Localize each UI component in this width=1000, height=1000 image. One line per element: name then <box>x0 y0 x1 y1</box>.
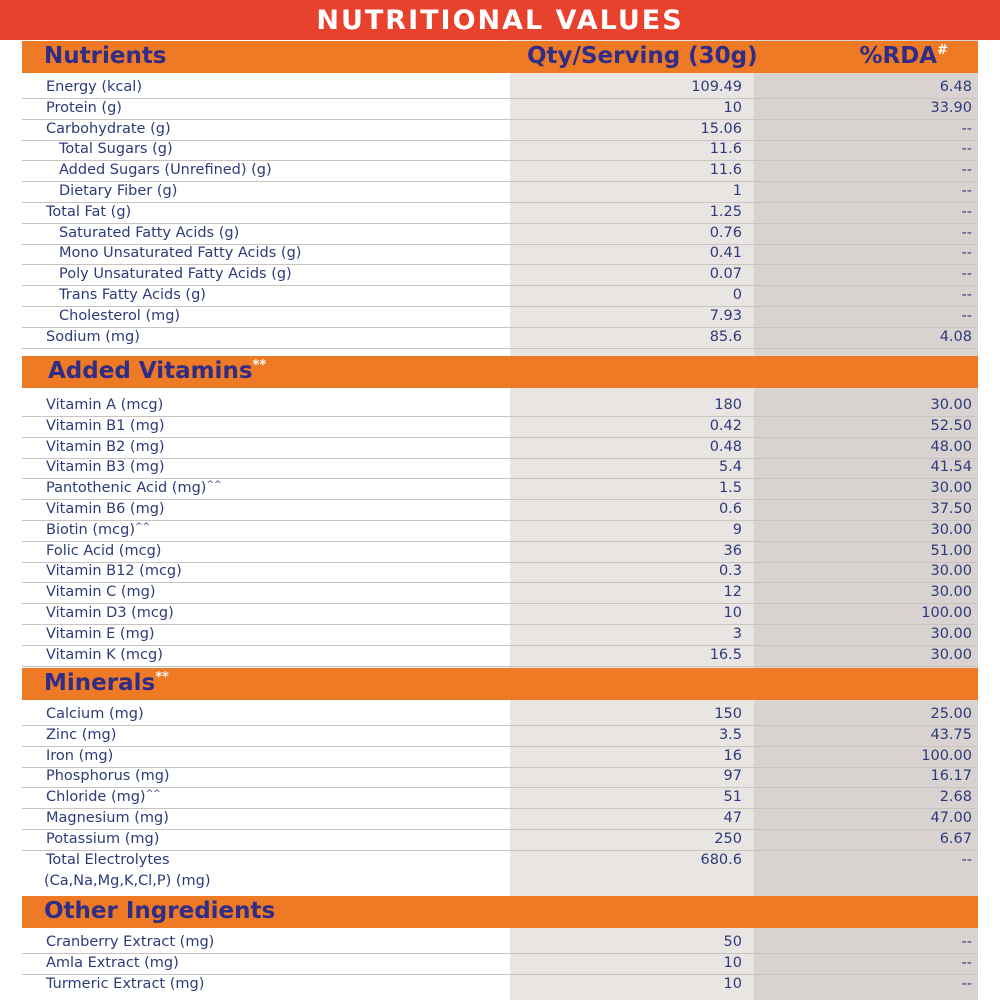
rda-value: 100.00 <box>921 605 972 621</box>
nutrient-label: Energy (kcal) <box>46 79 142 95</box>
qty-value: 109.49 <box>691 79 742 95</box>
rda-value: 30.00 <box>930 646 972 663</box>
qty-value: 36 <box>723 542 742 559</box>
rda-value: 33.90 <box>930 99 972 116</box>
qty-value: 180 <box>714 397 742 413</box>
rda-value: 51.00 <box>930 542 972 559</box>
table-row <box>22 182 978 203</box>
qty-value: 1.25 <box>709 203 742 220</box>
table-row <box>22 120 978 141</box>
table-header <box>22 41 978 73</box>
rda-value: 52.50 <box>930 417 972 434</box>
rda-value: 30.00 <box>930 625 972 642</box>
table-row <box>22 583 978 604</box>
table-row <box>22 788 978 809</box>
qty-value: 11.6 <box>709 141 742 158</box>
nutrient-label: Vitamin B12 (mcg) <box>46 563 182 580</box>
rda-value: 30.00 <box>930 521 972 538</box>
nutrition-table <box>22 40 978 1000</box>
nutrient-label: Vitamin C (mg) <box>46 584 156 601</box>
qty-value: 10 <box>723 975 742 992</box>
page-title: NUTRITIONAL VALUES <box>316 4 684 36</box>
nutrient-label: Potassium (mg) <box>46 830 160 847</box>
table-row <box>22 933 978 954</box>
table-row <box>22 307 978 328</box>
qty-value: 10 <box>723 954 742 971</box>
other-ingredients-section-header <box>22 896 978 928</box>
table-row <box>22 328 978 349</box>
table-row <box>22 500 978 521</box>
rda-value: -- <box>961 975 972 992</box>
rda-value: 4.08 <box>939 328 972 345</box>
rda-value: -- <box>961 851 972 868</box>
table-row <box>22 830 978 851</box>
nutrient-label: Vitamin A (mcg) <box>46 397 164 413</box>
nutrient-label: Vitamin B3 (mg) <box>46 459 165 476</box>
rda-value: 6.48 <box>939 79 972 95</box>
nutrient-label: Phosphorus (mg) <box>46 768 170 785</box>
nutrient-label: Trans Fatty Acids (g) <box>59 287 206 303</box>
qty-value: 10 <box>723 99 742 116</box>
qty-value: 150 <box>714 706 742 722</box>
minerals-section-title: Minerals <box>44 670 156 696</box>
table-row <box>22 265 978 286</box>
table-row <box>22 625 978 646</box>
qty-value: 3.5 <box>718 726 742 743</box>
nutrient-label: Calcium (mg) <box>46 706 144 722</box>
table-row <box>22 203 978 224</box>
table-row <box>22 438 978 459</box>
rda-value: -- <box>961 162 972 179</box>
qty-value: 0.48 <box>709 438 742 455</box>
qty-value: 97 <box>723 768 742 785</box>
qty-value: 0.42 <box>709 417 742 434</box>
nutrient-label: Protein (g) <box>46 99 122 116</box>
minerals-section-header: Minerals** <box>22 668 978 700</box>
qty-value: 0.6 <box>718 501 742 517</box>
rda-column-header: %RDA# <box>859 43 948 69</box>
qty-value: 680.6 <box>700 851 742 868</box>
qty-value: 0.07 <box>709 266 742 283</box>
qty-value: 47 <box>723 810 742 826</box>
qty-value: 0 <box>732 287 742 303</box>
nutrient-label: Vitamin B6 (mg) <box>46 501 165 517</box>
nutrient-label-continued: (Ca,Na,Mg,K,Cl,P) (mg) <box>44 872 211 889</box>
table-row <box>22 78 978 99</box>
rda-value: 48.00 <box>930 438 972 455</box>
nutrient-label: Sodium (mg) <box>46 328 140 345</box>
nutrient-label: Total Fat (g) <box>46 203 132 220</box>
table-row <box>22 767 978 788</box>
nutrient-label: Poly Unsaturated Fatty Acids (g) <box>59 266 292 283</box>
table-row <box>22 809 978 830</box>
qty-value: 50 <box>723 934 742 950</box>
qty-value: 250 <box>714 830 742 847</box>
nutrient-label: Total Sugars (g) <box>59 141 173 158</box>
nutrient-label: Folic Acid (mcg) <box>46 542 162 559</box>
nutrient-label: Vitamin E (mg) <box>46 625 155 642</box>
rda-value: -- <box>961 203 972 220</box>
qty-value: 0.41 <box>709 245 742 262</box>
qty-value: 12 <box>723 584 742 601</box>
rda-value: -- <box>961 266 972 283</box>
nutrient-label: Cholesterol (mg) <box>59 307 181 324</box>
rda-value: -- <box>961 307 972 324</box>
rda-value: 30.00 <box>930 397 972 413</box>
rda-value: 41.54 <box>930 459 972 476</box>
nutrient-label: Amla Extract (mg) <box>46 954 179 971</box>
rda-value: -- <box>961 120 972 137</box>
nutrient-label: Magnesium (mg) <box>46 810 169 826</box>
nutrient-label: Turmeric Extract (mg) <box>46 975 205 992</box>
rda-value: 100.00 <box>921 747 972 764</box>
rda-value: 6.67 <box>939 830 972 847</box>
rda-value: -- <box>961 245 972 262</box>
qty-value: 1.5 <box>718 480 742 497</box>
qty-value: 0.3 <box>718 563 742 580</box>
nutrient-label: Cranberry Extract (mg) <box>46 934 215 950</box>
table-row <box>22 705 978 726</box>
rda-value: 47.00 <box>930 810 972 826</box>
table-row <box>22 521 978 542</box>
nutrient-label: Vitamin B1 (mg) <box>46 417 165 434</box>
qty-value: 16.5 <box>709 646 742 663</box>
nutrient-label: Vitamin K (mcg) <box>46 646 163 663</box>
qty-value: 51 <box>723 789 742 806</box>
table-row <box>22 851 978 893</box>
table-row <box>22 99 978 120</box>
qty-value: 16 <box>723 747 742 764</box>
nutrient-label: Vitamin D3 (mcg) <box>46 605 174 621</box>
table-row <box>22 747 978 768</box>
nutrient-label: Carbohydrate (g) <box>46 120 171 137</box>
rda-value: 2.68 <box>939 789 972 806</box>
qty-column-header: Qty/Serving (30g) <box>527 43 758 69</box>
nutrients-column-header: Nutrients <box>44 43 167 69</box>
qty-value: 15.06 <box>700 120 742 137</box>
title-banner <box>0 0 1000 40</box>
qty-value: 85.6 <box>709 328 742 345</box>
rda-value: 30.00 <box>930 563 972 580</box>
qty-value: 5.4 <box>718 459 742 476</box>
table-row <box>22 161 978 182</box>
table-row <box>22 479 978 500</box>
rda-value: -- <box>961 141 972 158</box>
rda-value: -- <box>961 224 972 241</box>
other-ingredients-section-title: Other Ingredients <box>44 898 276 924</box>
nutrient-label: Biotin (mcg)^^ <box>46 521 151 538</box>
table-row <box>22 244 978 265</box>
qty-value: 0.76 <box>709 224 742 241</box>
vitamins-section-title: Added Vitamins <box>48 358 253 384</box>
table-row <box>22 604 978 625</box>
nutrient-label: Saturated Fatty Acids (g) <box>59 224 240 241</box>
nutrient-label: Iron (mg) <box>46 747 114 764</box>
qty-value: 1 <box>732 183 742 199</box>
qty-value: 7.93 <box>709 307 742 324</box>
qty-value: 9 <box>732 521 742 538</box>
table-row <box>22 224 978 245</box>
nutrient-label: Zinc (mg) <box>46 726 117 743</box>
nutrient-label: Pantothenic Acid (mg)^^ <box>46 480 222 497</box>
table-row <box>22 542 978 563</box>
table-row <box>22 975 978 996</box>
rda-value: -- <box>961 934 972 950</box>
nutrient-label: Mono Unsaturated Fatty Acids (g) <box>59 245 302 262</box>
table-row <box>22 286 978 307</box>
table-row <box>22 396 978 417</box>
rda-value: 43.75 <box>930 726 972 743</box>
nutrient-label: Dietary Fiber (g) <box>59 183 178 199</box>
table-row <box>22 458 978 479</box>
qty-value: 3 <box>732 625 742 642</box>
table-row <box>22 726 978 747</box>
rda-value: 37.50 <box>930 501 972 517</box>
table-row <box>22 417 978 438</box>
table-row <box>22 954 978 975</box>
nutrient-label: Total Electrolytes <box>46 851 170 868</box>
rda-value: -- <box>961 183 972 199</box>
rda-value: 30.00 <box>930 480 972 497</box>
table-row <box>22 646 978 667</box>
nutrient-label: Added Sugars (Unrefined) (g) <box>59 162 272 179</box>
nutrient-label: Vitamin B2 (mg) <box>46 438 165 455</box>
table-row <box>22 140 978 161</box>
vitamins-section-header: Added Vitamins** <box>22 356 978 388</box>
nutrient-label: Chloride (mg)^^ <box>46 789 161 806</box>
rda-value: 16.17 <box>930 768 972 785</box>
rda-value: 30.00 <box>930 584 972 601</box>
table-row <box>22 562 978 583</box>
qty-value: 11.6 <box>709 162 742 179</box>
rda-value: 25.00 <box>930 706 972 722</box>
rda-value: -- <box>961 287 972 303</box>
qty-value: 10 <box>723 605 742 621</box>
rda-value: -- <box>961 954 972 971</box>
